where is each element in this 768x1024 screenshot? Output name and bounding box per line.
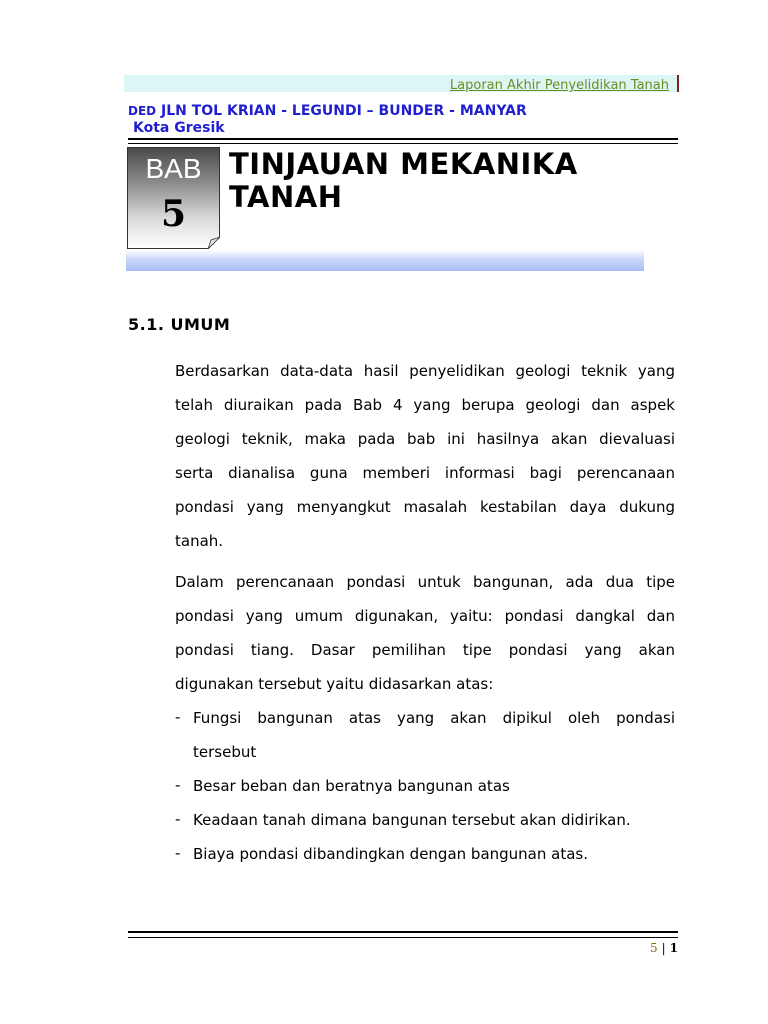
paragraph-line: pondasi yang umum digunakan, yaitu: pondasi dangkal dan [175,607,675,625]
paragraph-line: Dalam perencanaan pondasi untuk bangunan, ada dua tipe [175,573,675,591]
list-dash: - [175,844,181,862]
criteria-list [175,708,675,878]
paragraph-line: geologi teknik, maka pada bab ini hasilnya akan dievaluasi [175,430,675,448]
chapter-word: BAB [145,153,202,184]
chapter-band [126,250,644,271]
paragraph-1 [175,361,675,565]
list-item-text: tersebut [193,743,257,761]
list-item [175,776,675,810]
list-item-text: Fungsi bangunan atas yang akan dipikul oleh pondasi [193,709,675,727]
chapter-title-line1: TINJAUAN MEKANIKA [229,147,578,181]
paragraph-line: serta dianalisa guna memberi informasi bagi perencanaan [175,464,675,482]
paragraph-line: digunakan tersebut yaitu didasarkan atas: [175,675,494,693]
report-title: Laporan Akhir Penyelidikan Tanah [449,78,669,92]
list-item-text: Biaya pondasi dibandingkan dengan bangunan atas. [193,845,588,863]
section-heading: 5.1. UMUM [128,315,231,334]
list-item [175,844,675,878]
list-item-text: Besar beban dan beratnya bangunan atas [193,777,510,795]
list-dash: - [175,708,181,726]
chapter-box [127,147,220,249]
paragraph-line: Berdasarkan data-data hasil penyelidikan geologi teknik yang [175,362,675,380]
header-rule-thick [128,138,678,140]
page-chapter: 5 [649,941,658,955]
page-index: 1 [669,941,678,955]
paragraph-line: tanah. [175,532,224,550]
footer-rule-thin [128,937,678,938]
page-number [650,941,678,955]
chapter-title-line2: TANAH [229,180,343,214]
list-item [175,810,675,844]
chapter-number: 5 [160,193,187,235]
list-dash: - [175,776,181,794]
chapter-title [229,148,649,214]
paragraph-line: pondasi yang menyangkut masalah kestabilan daya dukung [175,498,675,516]
project-city: Kota Gresik [133,120,225,136]
list-dash: - [175,810,181,828]
paragraph-line: telah diuraikan pada Bab 4 yang berupa geologi dan aspek [175,396,675,414]
project-prefix: DED [128,104,157,118]
report-header-banner [124,75,679,92]
page-curl-icon [208,237,220,249]
page-separator: | [661,941,666,955]
project-name: JLN TOL KRIAN - LEGUNDI – BUNDER - MANYAR [161,103,527,119]
list-item [175,708,675,776]
list-item-text: Keadaan tanah dimana bangunan tersebut akan didirikan. [193,811,631,829]
footer-rule-thick [128,931,678,933]
paragraph-line: pondasi tiang. Dasar pemilihan tipe pondasi yang akan [175,641,675,659]
header-rule-thin [128,143,678,144]
paragraph-2 [175,572,675,708]
project-title [128,103,527,119]
